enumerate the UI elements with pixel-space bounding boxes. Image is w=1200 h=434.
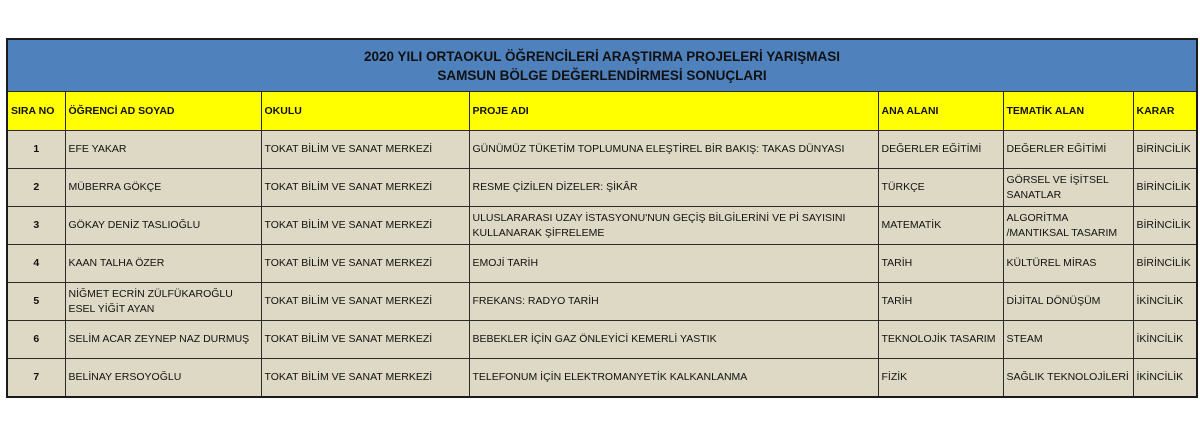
cell-karar: BİRİNCİLİK (1133, 131, 1197, 169)
cell-proje: FREKANS: RADYO TARİH (469, 283, 878, 321)
header-karar: KARAR (1133, 92, 1197, 131)
table-row (7, 359, 1197, 398)
cell-karar: İKİNCİLİK (1133, 283, 1197, 321)
cell-tematik: STEAM (1003, 321, 1133, 359)
cell-tematik: SAĞLIK TEKNOLOJİLERİ (1003, 359, 1133, 398)
header-ogrenci: ÖĞRENCİ AD SOYAD (65, 92, 261, 131)
cell-proje: RESME ÇİZİLEN DİZELER: ŞİKÂR (469, 169, 878, 207)
table-title (7, 39, 1197, 92)
cell-ogrenci: SELİM ACAR ZEYNEP NAZ DURMUŞ (65, 321, 261, 359)
cell-karar: BİRİNCİLİK (1133, 245, 1197, 283)
header-tematik: TEMATİK ALAN (1003, 92, 1133, 131)
cell-no: 5 (7, 283, 65, 321)
cell-ana-alan: DEĞERLER EĞİTİMİ (878, 131, 1003, 169)
cell-proje: TELEFONUM İÇİN ELEKTROMANYETİK KALKANLANMA (469, 359, 878, 398)
cell-karar: İKİNCİLİK (1133, 359, 1197, 398)
cell-ana-alan: FİZİK (878, 359, 1003, 398)
cell-proje: BEBEKLER İÇİN GAZ ÖNLEYİCİ KEMERLİ YASTIK (469, 321, 878, 359)
cell-karar: BİRİNCİLİK (1133, 169, 1197, 207)
table-row (7, 283, 1197, 321)
cell-tematik: GÖRSEL VE İŞİTSEL SANATLAR (1003, 169, 1133, 207)
table-row (7, 245, 1197, 283)
cell-karar: İKİNCİLİK (1133, 321, 1197, 359)
cell-ana-alan: TÜRKÇE (878, 169, 1003, 207)
header-okulu: OKULU (261, 92, 469, 131)
cell-okulu: TOKAT BİLİM VE SANAT MERKEZİ (261, 169, 469, 207)
cell-no: 6 (7, 321, 65, 359)
cell-ana-alan: MATEMATİK (878, 207, 1003, 245)
cell-tematik: DEĞERLER EĞİTİMİ (1003, 131, 1133, 169)
cell-ana-alan: TARİH (878, 245, 1003, 283)
cell-tematik: ALGORİTMA /MANTIKSAL TASARIM (1003, 207, 1133, 245)
cell-ogrenci: KAAN TALHA ÖZER (65, 245, 261, 283)
table-row (7, 131, 1197, 169)
header-proje: PROJE ADI (469, 92, 878, 131)
cell-no: 2 (7, 169, 65, 207)
results-sheet (6, 38, 1196, 406)
cell-ogrenci: NİĞMET ECRİN ZÜLFÜKAROĞLU ESEL YİĞİT AYAN (65, 283, 261, 321)
cell-okulu: TOKAT BİLİM VE SANAT MERKEZİ (261, 245, 469, 283)
cell-okulu: TOKAT BİLİM VE SANAT MERKEZİ (261, 359, 469, 398)
cell-ana-alan: TARİH (878, 283, 1003, 321)
cell-no: 4 (7, 245, 65, 283)
cell-okulu: TOKAT BİLİM VE SANAT MERKEZİ (261, 321, 469, 359)
title-line-1: 2020 YILI ORTAOKUL ÖĞRENCİLERİ ARAŞTIRMA PROJELERİ YARIŞMASI (363, 48, 841, 64)
cell-no: 3 (7, 207, 65, 245)
cell-okulu: TOKAT BİLİM VE SANAT MERKEZİ (261, 131, 469, 169)
cell-tematik: DİJİTAL DÖNÜŞÜM (1003, 283, 1133, 321)
table-row (7, 169, 1197, 207)
results-table (6, 38, 1198, 398)
title-line-2: SAMSUN BÖLGE DEĞERLENDİRMESİ SONUÇLARI (437, 67, 767, 83)
cell-ogrenci: MÜBERRA GÖKÇE (65, 169, 261, 207)
cell-ogrenci: BELİNAY ERSOYOĞLU (65, 359, 261, 398)
cell-no: 7 (7, 359, 65, 398)
header-sira-no: SIRA NO (7, 92, 65, 131)
cell-karar: BİRİNCİLİK (1133, 207, 1197, 245)
header-ana-alan: ANA ALANI (878, 92, 1003, 131)
cell-proje: ULUSLARARASI UZAY İSTASYONU'NUN GEÇİŞ BİLGİLERİNİ VE Pİ SAYISINI KULLANARAK ŞİFRELEME (469, 207, 878, 245)
cell-ogrenci: EFE YAKAR (65, 131, 261, 169)
cell-ogrenci: GÖKAY DENİZ TASLIOĞLU (65, 207, 261, 245)
table-row (7, 207, 1197, 245)
cell-proje: EMOJİ TARİH (469, 245, 878, 283)
cell-proje: GÜNÜMÜZ TÜKETİM TOPLUMUNA ELEŞTİREL BİR BAKIŞ: TAKAS DÜNYASI (469, 131, 878, 169)
cell-no: 1 (7, 131, 65, 169)
cell-okulu: TOKAT BİLİM VE SANAT MERKEZİ (261, 207, 469, 245)
header-row (7, 92, 1197, 131)
table-row (7, 321, 1197, 359)
cell-ana-alan: TEKNOLOJİK TASARIM (878, 321, 1003, 359)
cell-okulu: TOKAT BİLİM VE SANAT MERKEZİ (261, 283, 469, 321)
cell-tematik: KÜLTÜREL MİRAS (1003, 245, 1133, 283)
